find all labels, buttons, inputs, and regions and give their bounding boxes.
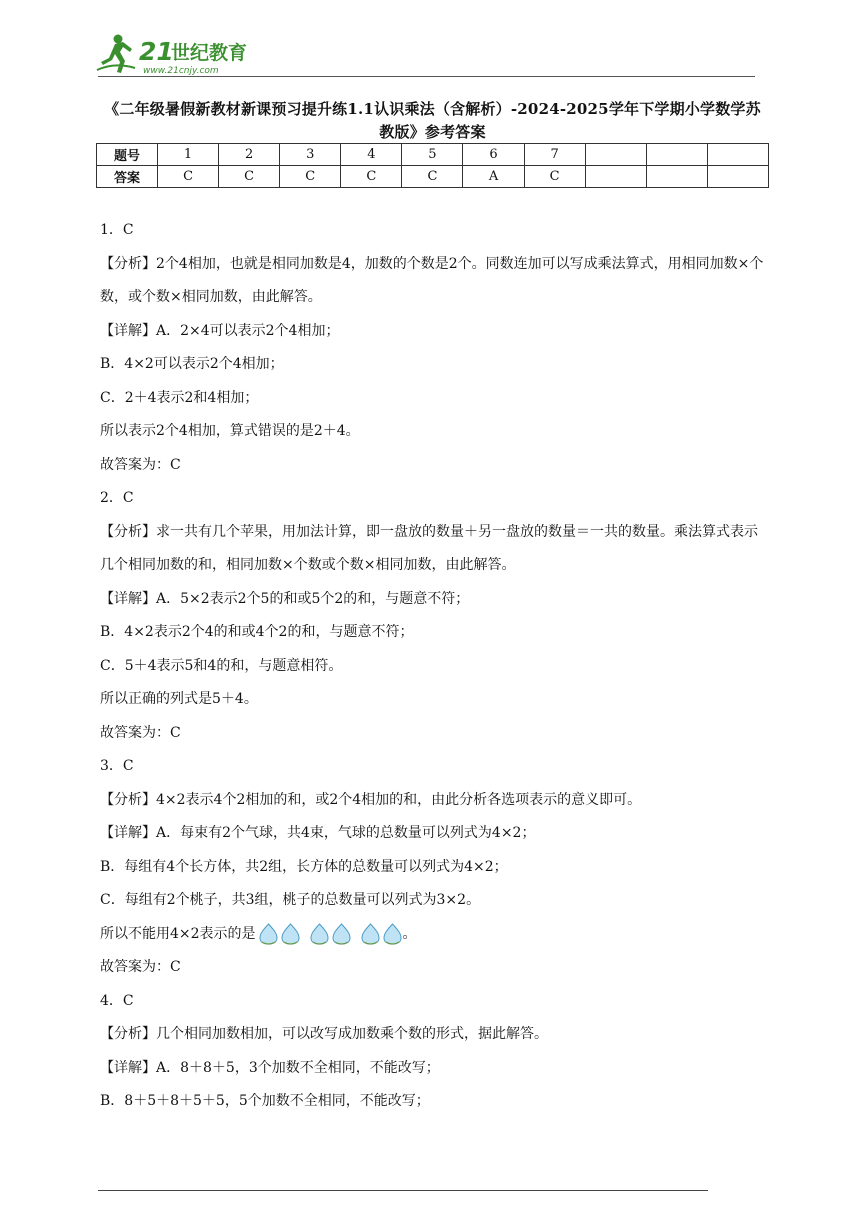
conclusion-suffix: 。 (402, 925, 417, 942)
question-number-cell: 3 (280, 144, 341, 166)
solution-heading: 4．C (100, 992, 134, 1009)
solution-line: C．每组有2个桃子，共3组，桃子的总数量可以列式为3×2。 (100, 892, 481, 908)
solution-conclusion (100, 918, 770, 952)
solution-line: B．8＋5＋8＋5＋5，5个加数不全相同，不能改写； (100, 1093, 430, 1109)
peach-icon (382, 922, 403, 946)
peach-icon (258, 922, 279, 946)
solution-line: 【详解】A．每束有2个气球，共4束，气球的总数量可以列式为4×2； (100, 825, 536, 841)
peach-icon (331, 922, 352, 946)
answer-cell: C (341, 166, 402, 188)
solution-line: B．每组有4个长方体，共2组，长方体的总数量可以列式为4×2； (100, 858, 508, 875)
table-row-label: 题号 (97, 144, 158, 166)
question-number-cell: 7 (524, 144, 585, 166)
solution-answer: 故答案为：C (100, 959, 181, 975)
solution-line: C．5＋4表示5和4的和，与题意相符。 (100, 657, 343, 674)
logo-url: www.21cnjy.com (143, 66, 219, 76)
question-number-cell: 1 (158, 144, 219, 166)
table-row (97, 166, 769, 188)
solution-line: 所以表示2个4相加，算式错误的是2＋4。 (100, 423, 360, 439)
solution-line: 【分析】求一共有几个苹果，用加法计算，即一盘放的数量＋另一盘放的数量＝一共的数量。乘法算式表示几个相同加数的和，相同加数×个数或个数×相同加数，由此解答。 (100, 523, 758, 573)
answer-cell (585, 166, 646, 188)
answer-cell: C (402, 166, 463, 188)
answer-cell: C (524, 166, 585, 188)
question-number-cell (707, 144, 768, 166)
answer-table (96, 143, 769, 188)
solutions-body (100, 214, 770, 1119)
question-number-cell: 6 (463, 144, 524, 166)
page-title: 《二年级暑假新教材新课预习提升练1.1认识乘法（含解析）-2024-2025学年下学期小学数学苏教版》参考答案 (104, 100, 761, 141)
page-header (95, 28, 755, 78)
solution-line: 【分析】2个4相加，也就是相同加数是4，加数的个数是2个。同数连加可以写成乘法算式，用相同加数×个数，或个数×相同加数，由此解答。 (100, 255, 764, 305)
solution-line: B．4×2可以表示2个4相加； (100, 356, 284, 372)
svg-text:21: 21 (139, 37, 174, 66)
answer-cell (707, 166, 768, 188)
solution-line: 故答案为：C (100, 724, 181, 741)
solution-line: 所以正确的列式是5＋4。 (100, 691, 258, 707)
peach-icon (280, 922, 301, 946)
logo-21cnjy (95, 32, 270, 76)
answer-cell: C (158, 166, 219, 188)
runner-icon (97, 35, 135, 74)
peach-group (309, 922, 352, 946)
question-number-cell: 4 (341, 144, 402, 166)
question-number-cell (646, 144, 707, 166)
solution-line: 故答案为：C (100, 456, 181, 473)
footer-divider (98, 1190, 708, 1191)
answer-cell: C (280, 166, 341, 188)
question-number-cell: 5 (402, 144, 463, 166)
conclusion-text: 所以不能用4×2表示的是 (100, 925, 256, 942)
table-row (97, 144, 769, 166)
question-number-cell (585, 144, 646, 166)
solution-line: 【详解】A．2×4可以表示2个4相加； (100, 322, 340, 339)
solution-line: 【分析】几个相同加数相加，可以改写成加数乘个数的形式，据此解答。 (100, 1026, 548, 1042)
solution-heading: 2．C (100, 490, 134, 506)
solution-line: 【分析】4×2表示4个2相加的和，或2个4相加的和，由此分析各选项表示的意义即可。 (100, 791, 642, 808)
solution-heading: 1．C (100, 222, 134, 238)
peach-icon (360, 922, 381, 946)
solution-line: C．2＋4表示2和4相加； (100, 389, 259, 406)
svg-text:世纪教育: 世纪教育 (171, 42, 248, 64)
answer-cell (646, 166, 707, 188)
solution-line: B．4×2表示2个4的和或4个2的和，与题意不符； (100, 624, 414, 640)
solution-heading: 3．C (100, 758, 134, 774)
header-divider (98, 76, 755, 77)
question-number-cell: 2 (219, 144, 280, 166)
peach-groups-image (256, 922, 403, 946)
peach-group (258, 922, 301, 946)
solution-line: 【详解】A．8＋8＋5，3个加数不全相同，不能改写； (100, 1059, 440, 1076)
answer-cell: C (219, 166, 280, 188)
peach-group (360, 922, 403, 946)
answer-cell: A (463, 166, 524, 188)
solution-line: 【详解】A．5×2表示2个5的和或5个2的和，与题意不符； (100, 590, 470, 607)
peach-icon (309, 922, 330, 946)
table-row-label: 答案 (97, 166, 158, 188)
